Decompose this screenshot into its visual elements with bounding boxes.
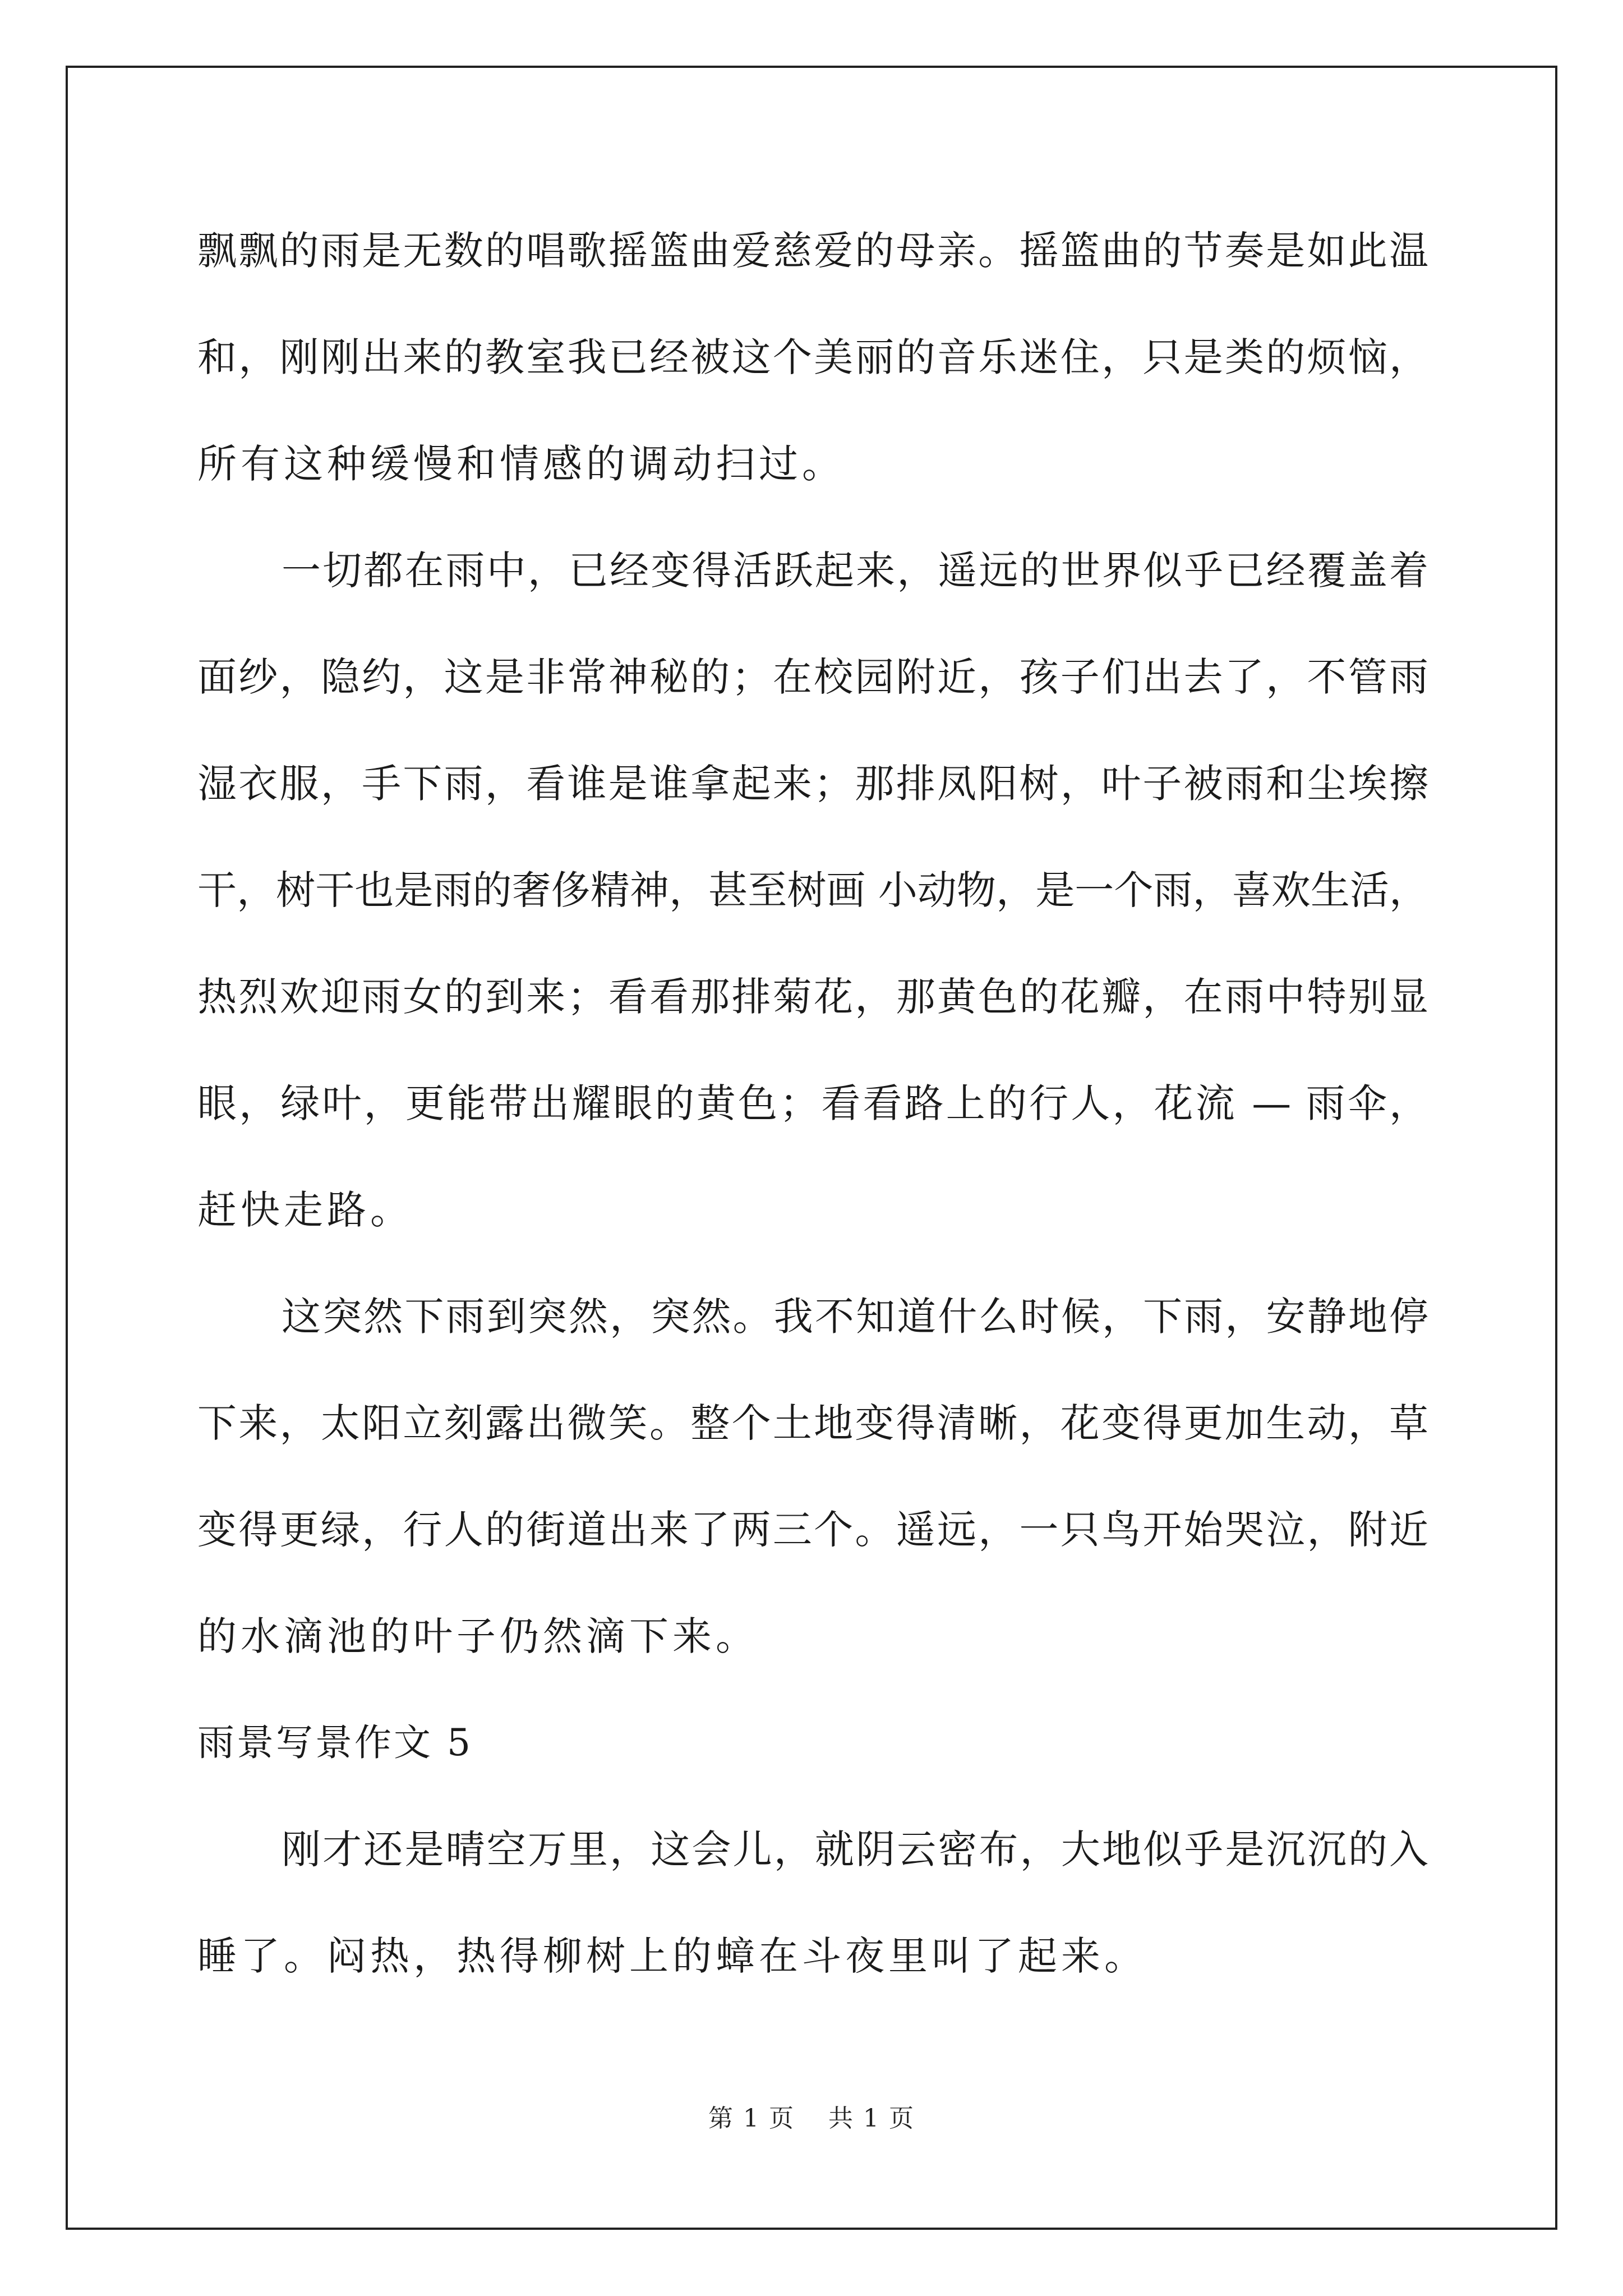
paragraph-2-line-7: 赶快走路。	[197, 1187, 413, 1233]
document-body	[197, 197, 1428, 2009]
paragraph-2-line-6: 眼，绿叶，更能带出耀眼的黄色；看看路上的行人，花流 — 雨伞，	[197, 1080, 1428, 1126]
section-heading: 雨景写景作文 5	[197, 1721, 473, 1764]
paragraph-2-line-5: 热烈欢迎雨女的到来；看看那排菊花，那黄色的花瓣，在雨中特别显	[197, 974, 1428, 1020]
paragraph-3-line-2: 下来，太阳立刻露出微笑。整个土地变得清晰，花变得更加生动，草	[197, 1400, 1428, 1446]
paragraph-3-line-3: 变得更绿，行人的街道出来了两三个。遥远，一只鸟开始哭泣，附近	[197, 1507, 1428, 1553]
paragraph-3-line-1: 这突然下雨到突然，突然。我不知道什么时候，下雨，安静地停	[282, 1294, 1428, 1340]
paragraph-1-line-3: 所有这种缓慢和情感的调动扫过。	[197, 441, 845, 487]
paragraph-2-line-2: 面纱，隐约，这是非常神秘的；在校园附近，孩子们出去了，不管雨	[197, 654, 1428, 700]
paragraph-3-line-4: 的水滴池的叶子仍然滴下来。	[197, 1613, 759, 1659]
page-number: 第 1 页	[708, 2104, 795, 2133]
paragraph-1-line-2: 和，刚刚出来的教室我已经被这个美丽的音乐迷住，只是类的烦恼，	[197, 334, 1428, 380]
paragraph-2-line-1: 一切都在雨中，已经变得活跃起来，遥远的世界似乎已经覆盖着	[282, 547, 1428, 593]
paragraph-2-line-3: 湿衣服，手下雨，看谁是谁拿起来；那排凤阳树，叶子被雨和尘埃擦	[197, 761, 1428, 807]
paragraph-1-line-1: 飘飘的雨是无数的唱歌摇篮曲爱慈爱的母亲。摇篮曲的节奏是如此温	[197, 228, 1428, 274]
paragraph-2-line-4: 干，树干也是雨的奢侈精神，甚至树画 小动物，是一个雨，喜欢生活，	[197, 867, 1428, 913]
page-total: 共 1 页	[828, 2104, 915, 2133]
paragraph-4-line-1: 刚才还是晴空万里，这会儿，就阴云密布，大地似乎是沉沉的入	[282, 1826, 1428, 1872]
paragraph-4-line-2: 睡了。闷热，热得柳树上的蟑在斗夜里叫了起来。	[197, 1933, 1147, 1979]
page-footer	[0, 2098, 1623, 2134]
